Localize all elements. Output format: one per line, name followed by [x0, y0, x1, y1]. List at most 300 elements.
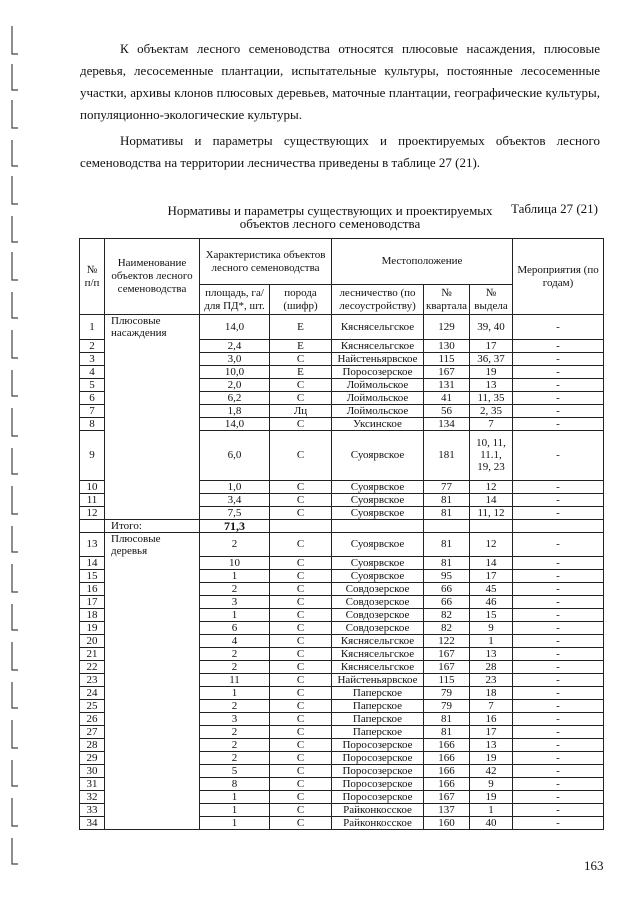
row-number: 27 — [80, 726, 105, 739]
header-characteristics: Характеристика объектов лесного семеноводства — [200, 239, 332, 285]
quarter-cell: 56 — [424, 404, 470, 417]
measures-cell: - — [513, 687, 604, 700]
row-number: 22 — [80, 661, 105, 674]
measures-cell: - — [513, 765, 604, 778]
group-name-plus-stands — [105, 378, 200, 391]
area-cell: 1 — [200, 609, 270, 622]
area-cell: 1 — [200, 804, 270, 817]
group-name-plus-stands — [105, 417, 200, 430]
area-cell: 1 — [200, 687, 270, 700]
measures-cell: - — [513, 726, 604, 739]
breed-cell: С — [270, 674, 332, 687]
table-row — [80, 726, 604, 739]
header-num: № п/п — [80, 239, 105, 315]
breed-cell: С — [270, 378, 332, 391]
table-row — [80, 687, 604, 700]
group-name-plus-trees — [105, 583, 200, 596]
area-cell: 3,4 — [200, 493, 270, 506]
row-number: 16 — [80, 583, 105, 596]
area-cell: 8 — [200, 778, 270, 791]
quarter-cell: 81 — [424, 493, 470, 506]
total-empty-cell — [270, 519, 332, 532]
quarter-cell: 81 — [424, 713, 470, 726]
breed-cell: С — [270, 700, 332, 713]
header-plot: № выдела — [470, 285, 513, 315]
plot-cell: 17 — [470, 726, 513, 739]
row-number: 26 — [80, 713, 105, 726]
measures-cell: - — [513, 315, 604, 340]
table-row — [80, 804, 604, 817]
forestry-cell: Совдозерское — [332, 583, 424, 596]
area-cell: 2,4 — [200, 339, 270, 352]
group-name-plus-stands — [105, 365, 200, 378]
group-name-plus-stands — [105, 506, 200, 519]
forestry-cell: Суоярвское — [332, 506, 424, 519]
area-cell: 2,0 — [200, 378, 270, 391]
total-empty-cell — [424, 519, 470, 532]
group-name-plus-trees — [105, 817, 200, 830]
table-row — [80, 532, 604, 557]
forestry-cell: Кяснясельгское — [332, 648, 424, 661]
group-name-plus-stands — [105, 493, 200, 506]
quarter-cell: 66 — [424, 596, 470, 609]
measures-cell: - — [513, 752, 604, 765]
group-name-plus-trees — [105, 791, 200, 804]
group-name-plus-trees — [105, 661, 200, 674]
measures-cell: - — [513, 557, 604, 570]
forestry-cell: Совдозерское — [332, 609, 424, 622]
plot-cell: 28 — [470, 661, 513, 674]
group-name-plus-trees — [105, 687, 200, 700]
quarter-cell: 122 — [424, 635, 470, 648]
measures-cell: - — [513, 365, 604, 378]
breed-cell: С — [270, 778, 332, 791]
measures-cell: - — [513, 622, 604, 635]
row-number: 8 — [80, 417, 105, 430]
group-name-plus-stands — [105, 391, 200, 404]
breed-cell: С — [270, 752, 332, 765]
quarter-cell: 77 — [424, 480, 470, 493]
forestry-cell: Паперское — [332, 726, 424, 739]
table-row — [80, 365, 604, 378]
forestry-cell: Кяснясельгское — [332, 339, 424, 352]
quarter-cell: 95 — [424, 570, 470, 583]
quarter-cell: 79 — [424, 687, 470, 700]
plot-cell: 14 — [470, 557, 513, 570]
row-number: 19 — [80, 622, 105, 635]
table-row — [80, 430, 604, 480]
total-value: 71,3 — [200, 519, 270, 532]
header-quarter: № квартала — [424, 285, 470, 315]
measures-cell: - — [513, 713, 604, 726]
area-cell: 1 — [200, 570, 270, 583]
forestry-cell: Суоярвское — [332, 532, 424, 557]
group-name-plus-trees — [105, 804, 200, 817]
reference-paragraph: Нормативы и параметры существующих и проектируемых объектов лесного семеноводства на территории лесничества приведены в таблице 27 (21). — [80, 133, 600, 170]
breed-cell: Е — [270, 365, 332, 378]
area-cell: 1 — [200, 817, 270, 830]
plot-cell: 13 — [470, 739, 513, 752]
plot-cell: 9 — [470, 778, 513, 791]
row-number: 34 — [80, 817, 105, 830]
table-row — [80, 493, 604, 506]
table-row — [80, 765, 604, 778]
table-label: Таблица 27 (21) — [510, 201, 598, 216]
quarter-cell: 129 — [424, 315, 470, 340]
header-measures: Мероприятия (по годам) — [513, 239, 604, 315]
table-row — [80, 596, 604, 609]
group-name-plus-trees — [105, 713, 200, 726]
row-number: 20 — [80, 635, 105, 648]
row-number: 14 — [80, 557, 105, 570]
group-name-plus-stands — [105, 404, 200, 417]
header-location: Местоположение — [332, 239, 513, 285]
breed-cell: С — [270, 480, 332, 493]
plot-cell: 2, 35 — [470, 404, 513, 417]
breed-cell: С — [270, 765, 332, 778]
row-number: 31 — [80, 778, 105, 791]
forestry-cell: Совдозерское — [332, 622, 424, 635]
quarter-cell: 160 — [424, 817, 470, 830]
forestry-cell: Уксинское — [332, 417, 424, 430]
area-cell: 3,0 — [200, 352, 270, 365]
forestry-cell: Поросозерское — [332, 778, 424, 791]
quarter-cell: 130 — [424, 339, 470, 352]
group-name-plus-stands — [105, 352, 200, 365]
row-number: 30 — [80, 765, 105, 778]
table-row — [80, 315, 604, 340]
measures-cell: - — [513, 739, 604, 752]
table-row — [80, 635, 604, 648]
area-cell: 4 — [200, 635, 270, 648]
total-empty-cell — [80, 519, 105, 532]
measures-cell: - — [513, 493, 604, 506]
forestry-cell: Кяснясельгское — [332, 315, 424, 340]
area-cell: 11 — [200, 674, 270, 687]
table-row — [80, 506, 604, 519]
table-row — [80, 557, 604, 570]
area-cell: 2 — [200, 661, 270, 674]
group-name-plus-trees — [105, 622, 200, 635]
table-row — [80, 674, 604, 687]
row-number: 28 — [80, 739, 105, 752]
plot-cell: 40 — [470, 817, 513, 830]
area-cell: 2 — [200, 726, 270, 739]
row-number: 1 — [80, 315, 105, 340]
quarter-cell: 82 — [424, 609, 470, 622]
intro-paragraph: К объектам лесного семеноводства относятся плюсовые насаждения, плюсовые деревья, лесосеменные плантации, испытательные культуры, постоянные лесосеменные участки, архивы клонов плюсовых деревьев, маточные плантации, географические культуры, популяционно-экологические культуры. — [80, 41, 600, 122]
plot-cell: 15 — [470, 609, 513, 622]
table-row — [80, 609, 604, 622]
row-number: 13 — [80, 532, 105, 557]
row-number: 6 — [80, 391, 105, 404]
plot-cell: 12 — [470, 532, 513, 557]
plot-cell: 11, 12 — [470, 506, 513, 519]
plot-cell: 7 — [470, 700, 513, 713]
forestry-cell: Паперское — [332, 687, 424, 700]
quarter-cell: 167 — [424, 365, 470, 378]
area-cell: 10 — [200, 557, 270, 570]
header-area: площадь, га/ для ПД*, шт. — [200, 285, 270, 315]
measures-cell: - — [513, 778, 604, 791]
breed-cell: С — [270, 661, 332, 674]
plot-cell: 42 — [470, 765, 513, 778]
breed-cell: С — [270, 817, 332, 830]
area-cell: 14,0 — [200, 315, 270, 340]
measures-cell: - — [513, 674, 604, 687]
quarter-cell: 131 — [424, 378, 470, 391]
measures-cell: - — [513, 430, 604, 480]
forestry-cell: Суоярвское — [332, 493, 424, 506]
forestry-cell: Кяснясельгское — [332, 635, 424, 648]
measures-cell: - — [513, 791, 604, 804]
breed-cell: С — [270, 622, 332, 635]
forestry-cell: Лоймольское — [332, 404, 424, 417]
quarter-cell: 81 — [424, 557, 470, 570]
plot-cell: 19 — [470, 791, 513, 804]
breed-cell: С — [270, 635, 332, 648]
forestry-cell: Райконкосское — [332, 804, 424, 817]
table-row — [80, 700, 604, 713]
measures-cell: - — [513, 648, 604, 661]
area-cell: 6,0 — [200, 430, 270, 480]
plot-cell: 1 — [470, 635, 513, 648]
breed-cell: С — [270, 391, 332, 404]
plot-cell: 45 — [470, 583, 513, 596]
seed-objects-table — [79, 238, 604, 830]
plot-cell: 9 — [470, 622, 513, 635]
binding-marks-drawing — [0, 0, 30, 905]
area-cell: 2 — [200, 739, 270, 752]
table-row — [80, 739, 604, 752]
group-name-plus-trees — [105, 765, 200, 778]
breed-cell: С — [270, 687, 332, 700]
row-number: 33 — [80, 804, 105, 817]
measures-cell: - — [513, 817, 604, 830]
caption-line-1: Нормативы и параметры существующих и проектируемых — [167, 203, 493, 218]
table-row — [80, 480, 604, 493]
forestry-cell: Поросозерское — [332, 765, 424, 778]
table-row — [80, 622, 604, 635]
plot-cell: 17 — [470, 570, 513, 583]
breed-cell: С — [270, 583, 332, 596]
row-number: 17 — [80, 596, 105, 609]
group-name-plus-trees — [105, 752, 200, 765]
group-name-plus-trees — [105, 700, 200, 713]
table-row — [80, 713, 604, 726]
quarter-cell: 166 — [424, 739, 470, 752]
breed-cell: С — [270, 609, 332, 622]
group-name-plus-trees — [105, 570, 200, 583]
total-label: Итого: — [105, 519, 200, 532]
quarter-cell: 115 — [424, 352, 470, 365]
group-name-plus-trees — [105, 726, 200, 739]
table-row — [80, 752, 604, 765]
measures-cell: - — [513, 532, 604, 557]
plot-cell: 7 — [470, 417, 513, 430]
forestry-cell: Суоярвское — [332, 430, 424, 480]
table-row — [80, 778, 604, 791]
header-breed: порода (шифр) — [270, 285, 332, 315]
area-cell: 5 — [200, 765, 270, 778]
quarter-cell: 82 — [424, 622, 470, 635]
area-cell: 1,8 — [200, 404, 270, 417]
quarter-cell: 181 — [424, 430, 470, 480]
quarter-cell: 66 — [424, 583, 470, 596]
measures-cell: - — [513, 596, 604, 609]
group-name-plus-stands — [105, 339, 200, 352]
forestry-cell: Паперское — [332, 713, 424, 726]
area-cell: 6,2 — [200, 391, 270, 404]
area-cell: 7,5 — [200, 506, 270, 519]
breed-cell: С — [270, 417, 332, 430]
plot-cell: 39, 40 — [470, 315, 513, 340]
forestry-cell: Совдозерское — [332, 596, 424, 609]
row-number: 21 — [80, 648, 105, 661]
plot-cell: 19 — [470, 752, 513, 765]
row-number: 7 — [80, 404, 105, 417]
page-number: 163 — [584, 858, 604, 873]
row-number: 23 — [80, 674, 105, 687]
plot-cell: 1 — [470, 804, 513, 817]
group-name-plus-trees — [105, 778, 200, 791]
forestry-cell: Лоймольское — [332, 378, 424, 391]
table-row — [80, 583, 604, 596]
area-cell: 2 — [200, 700, 270, 713]
table-row — [80, 570, 604, 583]
breed-cell: С — [270, 557, 332, 570]
quarter-cell: 41 — [424, 391, 470, 404]
group-name-plus-trees — [105, 648, 200, 661]
plot-cell: 13 — [470, 378, 513, 391]
measures-cell: - — [513, 583, 604, 596]
row-number: 18 — [80, 609, 105, 622]
breed-cell: Е — [270, 315, 332, 340]
area-cell: 2 — [200, 532, 270, 557]
breed-cell: С — [270, 570, 332, 583]
total-empty-cell — [513, 519, 604, 532]
total-empty-cell — [332, 519, 424, 532]
group-name-plus-trees — [105, 674, 200, 687]
table-row — [80, 352, 604, 365]
group-name-plus-trees — [105, 739, 200, 752]
table-caption — [150, 204, 510, 230]
table-row — [80, 791, 604, 804]
forestry-cell: Поросозерское — [332, 752, 424, 765]
breed-cell: Е — [270, 339, 332, 352]
plot-cell: 10, 11, 11.1, 19, 23 — [470, 430, 513, 480]
quarter-cell: 167 — [424, 648, 470, 661]
table-row — [80, 339, 604, 352]
row-number: 12 — [80, 506, 105, 519]
total-row — [80, 519, 604, 532]
quarter-cell: 167 — [424, 661, 470, 674]
row-number: 25 — [80, 700, 105, 713]
row-number: 9 — [80, 430, 105, 480]
measures-cell: - — [513, 506, 604, 519]
quarter-cell: 166 — [424, 778, 470, 791]
table-row — [80, 378, 604, 391]
group-name-plus-trees — [105, 609, 200, 622]
plot-cell: 17 — [470, 339, 513, 352]
group-name-plus-trees — [105, 596, 200, 609]
plot-cell: 19 — [470, 365, 513, 378]
group-name-plus-trees — [105, 635, 200, 648]
quarter-cell: 81 — [424, 726, 470, 739]
breed-cell: Лц — [270, 404, 332, 417]
measures-cell: - — [513, 570, 604, 583]
area-cell: 14,0 — [200, 417, 270, 430]
group-name-plus-stands — [105, 480, 200, 493]
table-row — [80, 661, 604, 674]
group-name-plus-trees: Плюсовые деревья — [105, 532, 200, 557]
measures-cell: - — [513, 700, 604, 713]
breed-cell: С — [270, 493, 332, 506]
breed-cell: С — [270, 791, 332, 804]
breed-cell: С — [270, 739, 332, 752]
breed-cell: С — [270, 532, 332, 557]
measures-cell: - — [513, 339, 604, 352]
measures-cell: - — [513, 609, 604, 622]
forestry-cell: Поросозерское — [332, 791, 424, 804]
breed-cell: С — [270, 726, 332, 739]
row-number: 10 — [80, 480, 105, 493]
forestry-cell: Найстеньярвское — [332, 674, 424, 687]
row-number: 4 — [80, 365, 105, 378]
group-name-plus-stands: Плюсовые насаждения — [105, 315, 200, 340]
area-cell: 3 — [200, 713, 270, 726]
quarter-cell: 166 — [424, 765, 470, 778]
header-forestry: лесничество (по лесоустройству) — [332, 285, 424, 315]
breed-cell: С — [270, 352, 332, 365]
plot-cell: 13 — [470, 648, 513, 661]
measures-cell: - — [513, 378, 604, 391]
area-cell: 2 — [200, 648, 270, 661]
header-name: Наименование объектов лесного семеноводства — [105, 239, 200, 315]
forestry-cell: Поросозерское — [332, 365, 424, 378]
table-row — [80, 391, 604, 404]
breed-cell: С — [270, 713, 332, 726]
forestry-cell: Суоярвское — [332, 557, 424, 570]
plot-cell: 46 — [470, 596, 513, 609]
measures-cell: - — [513, 480, 604, 493]
row-number: 3 — [80, 352, 105, 365]
row-number: 15 — [80, 570, 105, 583]
quarter-cell: 167 — [424, 791, 470, 804]
forestry-cell: Паперское — [332, 700, 424, 713]
measures-cell: - — [513, 404, 604, 417]
row-number: 5 — [80, 378, 105, 391]
row-number: 2 — [80, 339, 105, 352]
area-cell: 10,0 — [200, 365, 270, 378]
breed-cell: С — [270, 506, 332, 519]
total-empty-cell — [470, 519, 513, 532]
forestry-cell: Лоймольское — [332, 391, 424, 404]
area-cell: 1,0 — [200, 480, 270, 493]
quarter-cell: 81 — [424, 532, 470, 557]
quarter-cell: 137 — [424, 804, 470, 817]
plot-cell: 16 — [470, 713, 513, 726]
breed-cell: С — [270, 648, 332, 661]
plot-cell: 14 — [470, 493, 513, 506]
row-number: 32 — [80, 791, 105, 804]
forestry-cell: Суоярвское — [332, 570, 424, 583]
table-row — [80, 417, 604, 430]
group-name-plus-stands — [105, 430, 200, 480]
quarter-cell: 81 — [424, 506, 470, 519]
measures-cell: - — [513, 391, 604, 404]
plot-cell: 18 — [470, 687, 513, 700]
